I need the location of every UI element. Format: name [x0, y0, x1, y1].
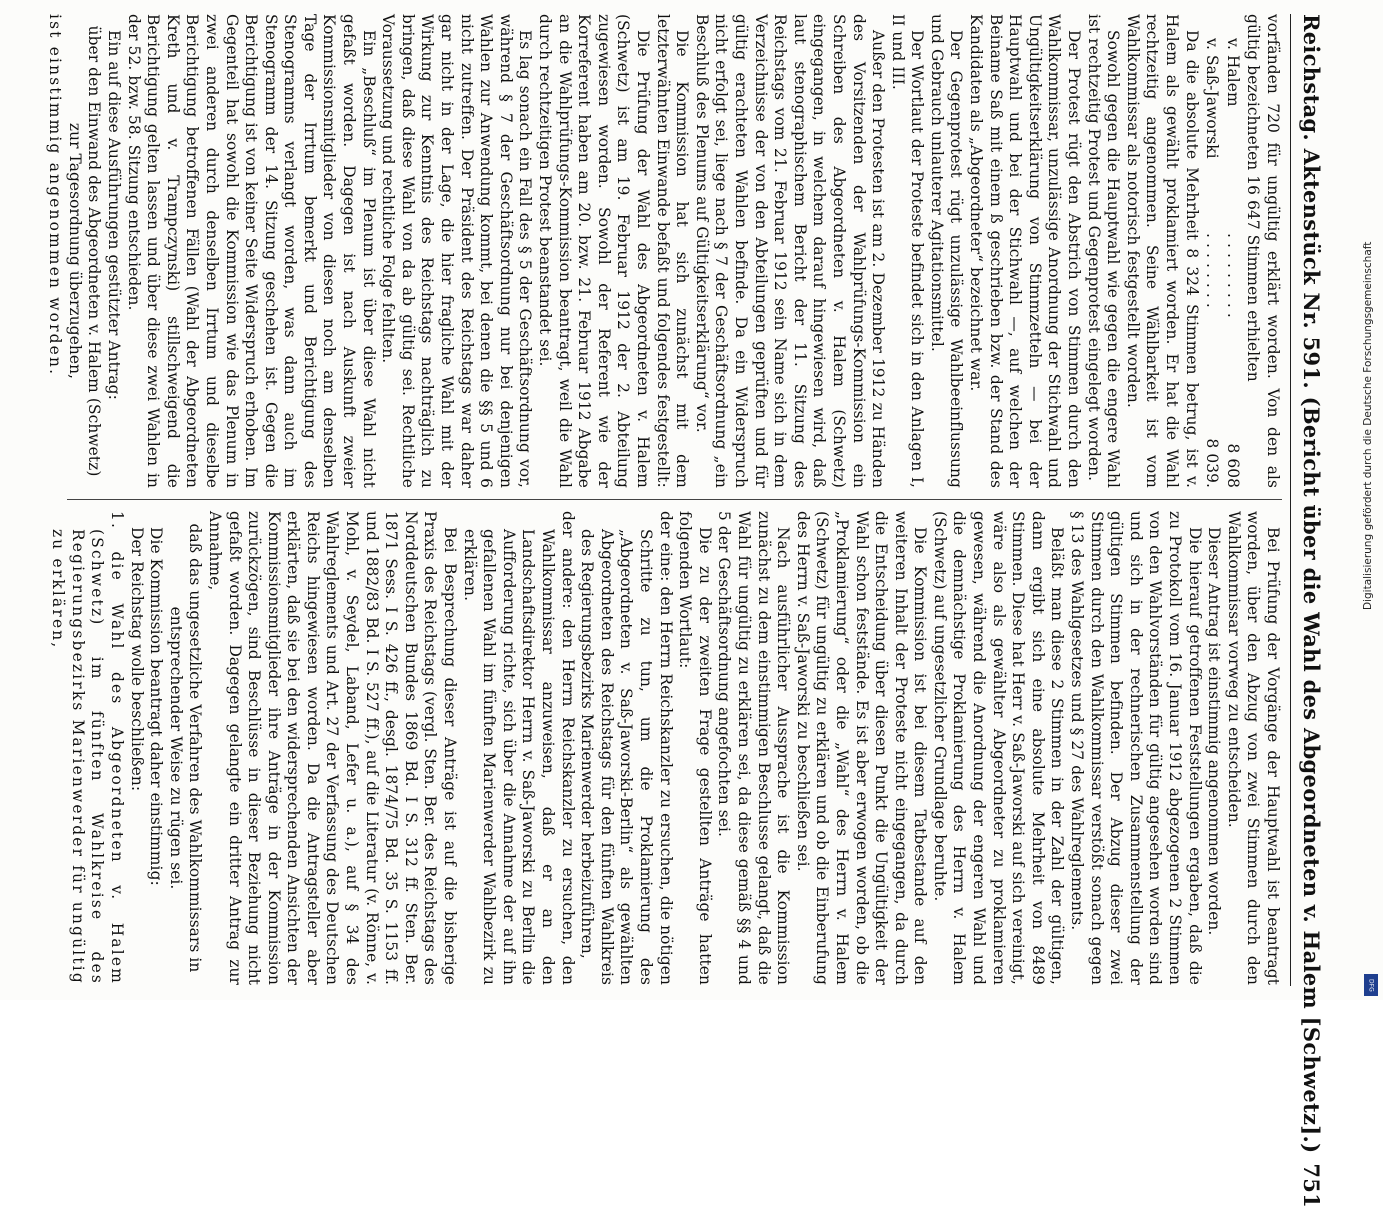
- digitization-credit: Digitalisierung gefördert durch die Deutsche Forschungsgemeinschaft: [1362, 241, 1374, 610]
- header-title: Reichstag. Aktenstück Nr. 591. (Bericht über die Wahl des Abgeordneten v. Halem [Schwetz].): [1299, 14, 1324, 1154]
- vote-tally-row: [1202, 38, 1222, 488]
- motion-text: 1. die Wahl des Abgeordneten v. Halem (Schwetz) im fünften Wahlkreise des Regierungsbezirks Marienwerder für ungültig zu erklären,: [49, 511, 126, 985]
- paragraph: Der Reichstag wolle beschließen:: [127, 527, 146, 792]
- paragraph: Die Kommission hat sich zunächst mit dem letzterwähnten Einwande befaßt und folgendes festgestellt:: [653, 14, 692, 488]
- paragraph: Es lag sonach ein Fall des § 5 der Geschäftsordnung vor, während § 7 der Geschäftsordnung nur bei denjenigen Wahlen zur Anwendung kommt, bei denen die §§ 5 und 6 nicht zutreffen. Der Präsident des Reichstags war daher gar nicht in der Lage, die hier fragliche Wahl mit der Wirkung zur Kenntnis des Reichstags nachträglich zu bringen, daß diese Wahl von da ab gültig sei. Rechtliche Voraussetzung und rechtliche Folge fehlten.: [379, 14, 535, 488]
- motion-text: über den Einwand des Abgeordneten v. Halem (Schwetz) zur Tagesordnung überzugehen,: [65, 25, 104, 477]
- page-number: 751: [1299, 1163, 1324, 1208]
- paragraph: Da die absolute Mehrheit 8 324 Stimmen betrug, ist v. Halem als gewählt proklamiert worden. Er hat die Wahl rechtzeitig angenommen. Seine Wählbarkeit ist vom Wahlkommissar als notorisch festgestellt worden.: [1123, 14, 1201, 488]
- paragraph: Die hierauf getroffenen Feststellungen ergaben, daß die zu Protokoll vom 16. Januar 1912 abgezogenen 2 Stimmen von den Wahlvorständen für gültig angesehen worden sind und sich in der rechnerischen Zusammenstellung der gültigen Stimmen befinden. Der Abzug dieser zwei Stimmen durch den Wahlkommissar verstößt sonach gegen § 13 des Wahlgesetzes und § 27 des Wahlreglements.: [1068, 511, 1204, 985]
- paragraph: Außer den Protesten ist am 2. Dezember 1912 zu Händen des Vorsitzenden der Wahlprüfungs-Kommission ein Schreiben des Abgeordneten v. Halem (Schwetz) eingegangen, in welchem darauf hingewiesen wird, daß laut stenographischem Bericht der 11. Sitzung des Reichstags vom 21. Februar 1912 sein Name sich in dem Verzeichnisse der von den Abteilungen geprüften und für gültig erachteten Wahlen befinde. Da ein Widerspruch nicht erfolgt sei, liege nach § 7 der Geschäftsordnung „ein Beschluß des Plenums auf Gültigkeitserklärung“ vor.: [692, 14, 888, 488]
- rotated-page-content: [40, 0, 1330, 1208]
- leader-dots: . . . . . . . . .: [1223, 233, 1242, 318]
- paragraph: Bei Besprechung dieser Anträge ist auf die bisherige Praxis des Reichstags (vergl. Sten. Ber. des Reichstags des Norddeutschen Bundes 1869 Bd. I S. 312 ff. Sten. Ber. 1871 Sess. I S. 426 ff., desgl. 1874/75 Bd. 35 S. 1153 ff. und 1882/83 Bd. I S. 527 ff.), auf die Literatur (v. Rönne, v. Mohl, v. Seydel, Laband, Lefer u. a.), auf § 34 des Wahlreglements und Art. 27 der Verfassung des Deutschen Reichs hingewiesen worden. Da die Antragsteller aber erklärten, daß sie bei den widersprechenden Ansichten der Kommissionsmitglieder ihre Anträge in der Kommission zurückzögen, sind Beschlüsse in dieser Beziehung nicht gefaßt worden. Dagegen gelangte ein dritter Antrag zur Annahme,: [205, 511, 460, 985]
- leader-dots: . . . . . . . .: [1203, 233, 1222, 308]
- paragraph: Die Kommission ist bei diesem Tatbestande auf den weiteren Inhalt der Proteste nicht eingegangen, da durch die Entscheidung über diesen Punkt die Ungültigkeit der Wahl schon feststände. Es ist aber erwogen worden, ob die „Proklamierung“ oder die „Wahl“ des Herrn v. Halem (Schwetz) für ungültig zu erklären und ob die Einberufung des Herrn v. Saß-Jaworski zu beschließen sei.: [793, 511, 930, 985]
- paragraph: Die Prüfung der Wahl des Abgeordneten v. Halem (Schwetz) ist am 19. Februar 1912 der 2. Abteilung zugewiesen worden. Sowohl der Referent wie der Korreferent haben am 20. bzw. 21. Februar 1912 Abgabe an die Wahlprüfungs-Kommission beantragt, weil die Wahl durch rechtzeitigen Protest beanstandet sei.: [536, 14, 652, 488]
- paragraph: Dieser Antrag ist einstimmig angenommen worden.: [1205, 527, 1224, 936]
- dfg-logo: DFG: [1364, 974, 1378, 996]
- paragraph: Nach ausführlicher Aussprache ist die Kommission zunächst zu dem einstimmigen Beschlusse gelangt, daß die Wahl für ungültig zu erklären sei, da diese gemäß §§ 4 und 5 der Geschäftsordnung angefochten sei.: [715, 511, 793, 985]
- paragraph: vorfänden 720 für ungültig erklärt worden. Von den als gültig bezeichneten 16 647 Stimmen erhielten: [1244, 14, 1282, 488]
- paragraph: Die zu der zweiten Frage gestellten Anträge hatten folgenden Wortlaut:: [676, 511, 714, 985]
- page-header: [1290, 14, 1324, 1208]
- column-divider: [67, 499, 1282, 500]
- vote-tally-row: [1222, 38, 1242, 488]
- candidate-name: v. Saß-Jaworski: [1203, 38, 1222, 159]
- paragraph: Der Protest rügt den Abstrich von Stimmen durch den Wahlkommissar, unzulässige Anordnung der Stichwahl und Ungültigkeitserklärung von Stimmzetteln — bei der Hauptwahl und bei der Stichwahl —, auf welchen der Beiname Saß mit einem ß geschrieben bzw. der Stand des Kandidaten als „Abgeordneter“ bezeichnet war.: [967, 14, 1084, 488]
- paragraph: Der Wortlaut der Proteste befindet sich in den Anlagen I, II und III.: [888, 14, 927, 488]
- paragraph: Der Gegenprotest rügt unzulässige Wahlbeeinflussung und Gebrauch unlauterer Agitationsmittel.: [927, 14, 966, 488]
- vote-count: 8 039.: [1203, 438, 1222, 488]
- paragraph: Ein auf diese Ausführungen gestützter Antrag:: [104, 30, 123, 400]
- right-column: [49, 511, 1282, 985]
- left-column: [46, 14, 1282, 488]
- vote-count: 8 608: [1223, 443, 1242, 488]
- paragraph: Die Kommission beantragt daher einstimmig:: [147, 527, 166, 886]
- paragraph: Ein „Beschluß“ im Plenum ist über diese Wahl nicht gefaßt worden. Dagegen ist nach Auskunft zweier Kommissionsmitglieder von diesen noch am denselben Tage der Irrtum bemerkt und Berichtigung des Stenogramms verlangt worden, was dann auch im Stenogramm der 14. Sitzung geschehen ist. Gegen die Berichtigung ist von keiner Seite Widerspruch erhoben. Im Gegenteil hat sowohl die Kommission wie das Plenum in zwei anderen durch denselben Irrtum und dieselbe Berichtigung betroffenen Fällen (Wahl der Abgeordneten Kreth und v. Trampczynski) stillschweigend die Berichtigung gelten lassen und über diese zwei Wahlen in der 52. bzw. 58. Sitzung entschieden.: [124, 14, 378, 488]
- motion-text: der andere: den Herrn Reichskanzler zu ersuchen, den Wahlkommissar anzuweisen, daß er an den Landschaftsdirektor Herrn v. Saß-Jaworski zu Berlin die Aufforderung richte, sich über die Annahme der auf ihn gefallenen Wahl im fünften Marienwerder Wahlbezirk zu erklären.: [460, 511, 577, 985]
- paragraph: Sowohl gegen die Hauptwahl wie gegen die engere Wahl ist rechtzeitig Protest und Gegenprotest eingelegt worden.: [1084, 14, 1123, 488]
- paragraph: ist einstimmig angenommen worden.: [46, 14, 65, 377]
- paragraph: Beläßt man diese 2 Stimmen in der Zahl der gültigen, dann ergibt sich eine absolute Mehrheit von 8489 Stimmen. Diese hat Herr v. Saß-Jaworski auf sich vereinigt, wäre also als gewählter Abgeordneter zu proklamieren gewesen, während die Anordnung der engeren Wahl und die demnächstige Proklamierung des Herrn v. Halem (Schwetz) auf ungesetzlicher Grundlage beruhte.: [930, 511, 1067, 985]
- candidate-name: v. Halem: [1223, 38, 1242, 107]
- motion-text: daß das ungesetzliche Verfahren des Wahlkommissars in entsprechender Weise zu rügen sei.: [166, 523, 205, 973]
- paragraph: Bei Prüfung der Vorgänge der Hauptwahl ist beantragt worden, über den Abzug von zwei Stimmen durch den Wahlkommissar vorweg zu entscheiden.: [1224, 511, 1282, 985]
- text-columns: [46, 14, 1282, 986]
- motion-text: der eine: den Herrn Reichskanzler zu ersuchen, die nötigen Schritte zu tun, um die Proklamierung des „Abgeordneten v. Saß-Jaworski-Berlin“ als gewählten Abgeordneten des Reichstags für den fünften Wahlkreis des Regierungsbezirks Marienwerder herbeizuführen,: [578, 511, 675, 985]
